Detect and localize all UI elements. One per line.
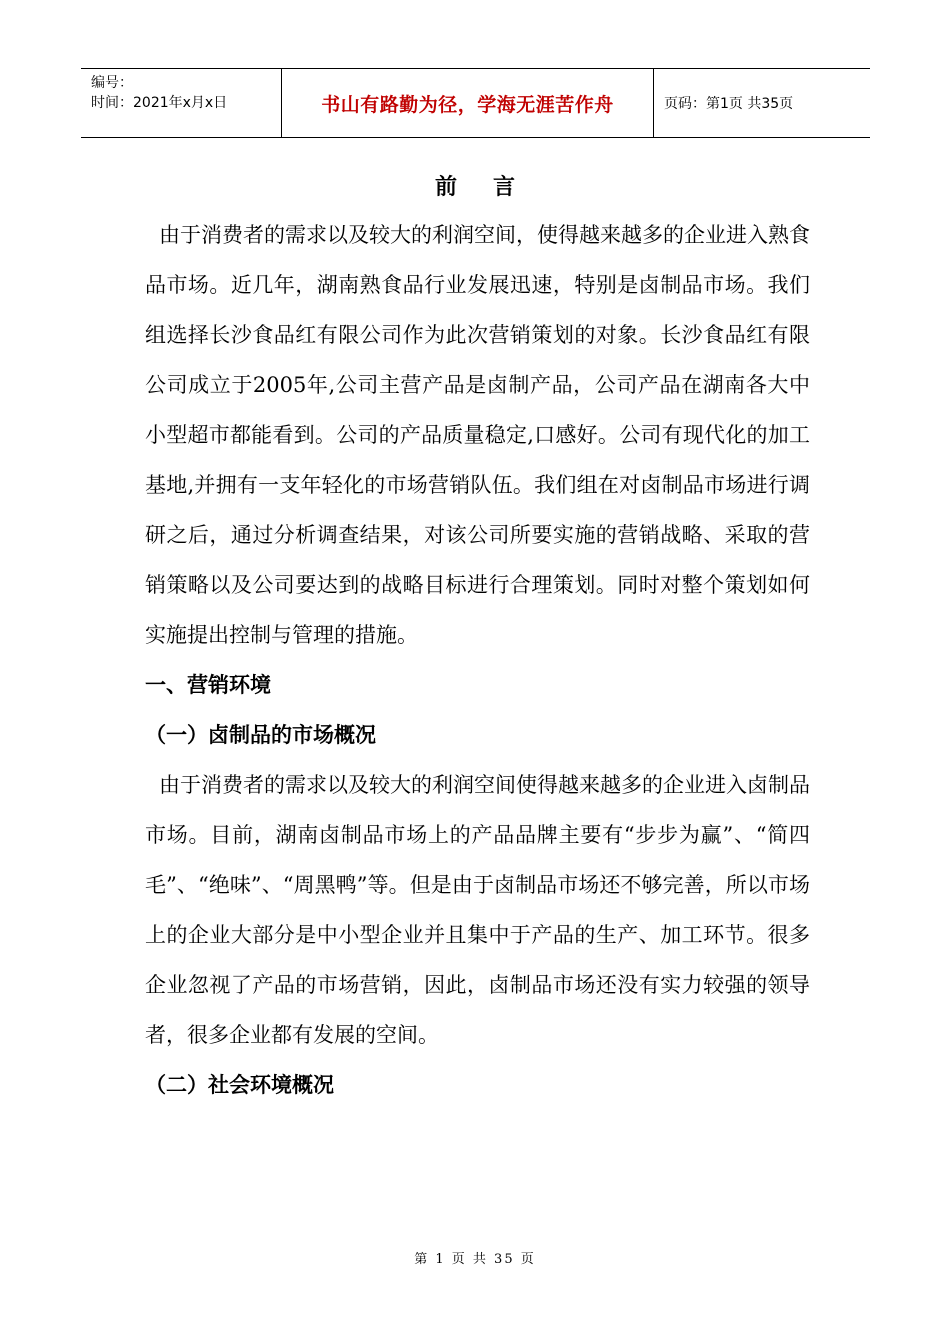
header-page-info: 页码：第1页 共35页: [664, 96, 794, 112]
market-overview-paragraph: 由于消费者的需求以及较大的利润空间使得越来越多的企业进入卤制品市场。目前，湖南卤制品市场上的产品品牌主要有“步步为赢”、“简四毛”、“绝味”、“周黑鸭”等。但是由于卤制品市场还不够完善，所以市场上的企业大部分是中小型企业并且集中于产品的生产、加工环节。很多企业忽视了产品的市场营销，因此，卤制品市场还没有实力较强的领导者，很多企业都有发展的空间。: [145, 773, 810, 1047]
header-motto-cell: [281, 69, 654, 137]
subsection-heading-social-environment: （二）社会环境概况: [145, 1073, 334, 1097]
header-meta: [81, 69, 281, 137]
page-footer: 第 1 页 共 35 页: [414, 1252, 536, 1267]
document-date: 时间：2021年x月x日: [91, 95, 228, 111]
document-header: [81, 68, 870, 138]
document-body: [145, 210, 810, 1110]
header-page-cell: [654, 69, 870, 137]
preface-paragraph: 由于消费者的需求以及较大的利润空间，使得越来越多的企业进入熟食品市场。近几年，湖南熟食品行业发展迅速，特别是卤制品市场。我们组选择长沙食品红有限公司作为此次营销策划的对象。长沙食品红有限公司成立于2005年,公司主营产品是卤制产品，公司产品在湖南各大中小型超市都能看到。公司的产品质量稳定,口感好。公司有现代化的加工基地,并拥有一支年轻化的市场营销队伍。我们组在对卤制品市场进行调研之后，通过分析调查结果，对该公司所要实施的营销战略、采取的营销策略以及公司要达到的战略目标进行合理策划。同时对整个策划如何实施提出控制与管理的措施。: [145, 223, 810, 647]
header-motto: 书山有路勤为径，学海无涯苦作舟: [321, 93, 614, 116]
page-title: 前言: [434, 175, 551, 200]
subsection-heading-market-overview: （一）卤制品的市场概况: [145, 723, 376, 747]
section-heading-marketing-environment: 一、营销环境: [145, 673, 271, 697]
document-number-label: 编号：: [91, 75, 133, 91]
